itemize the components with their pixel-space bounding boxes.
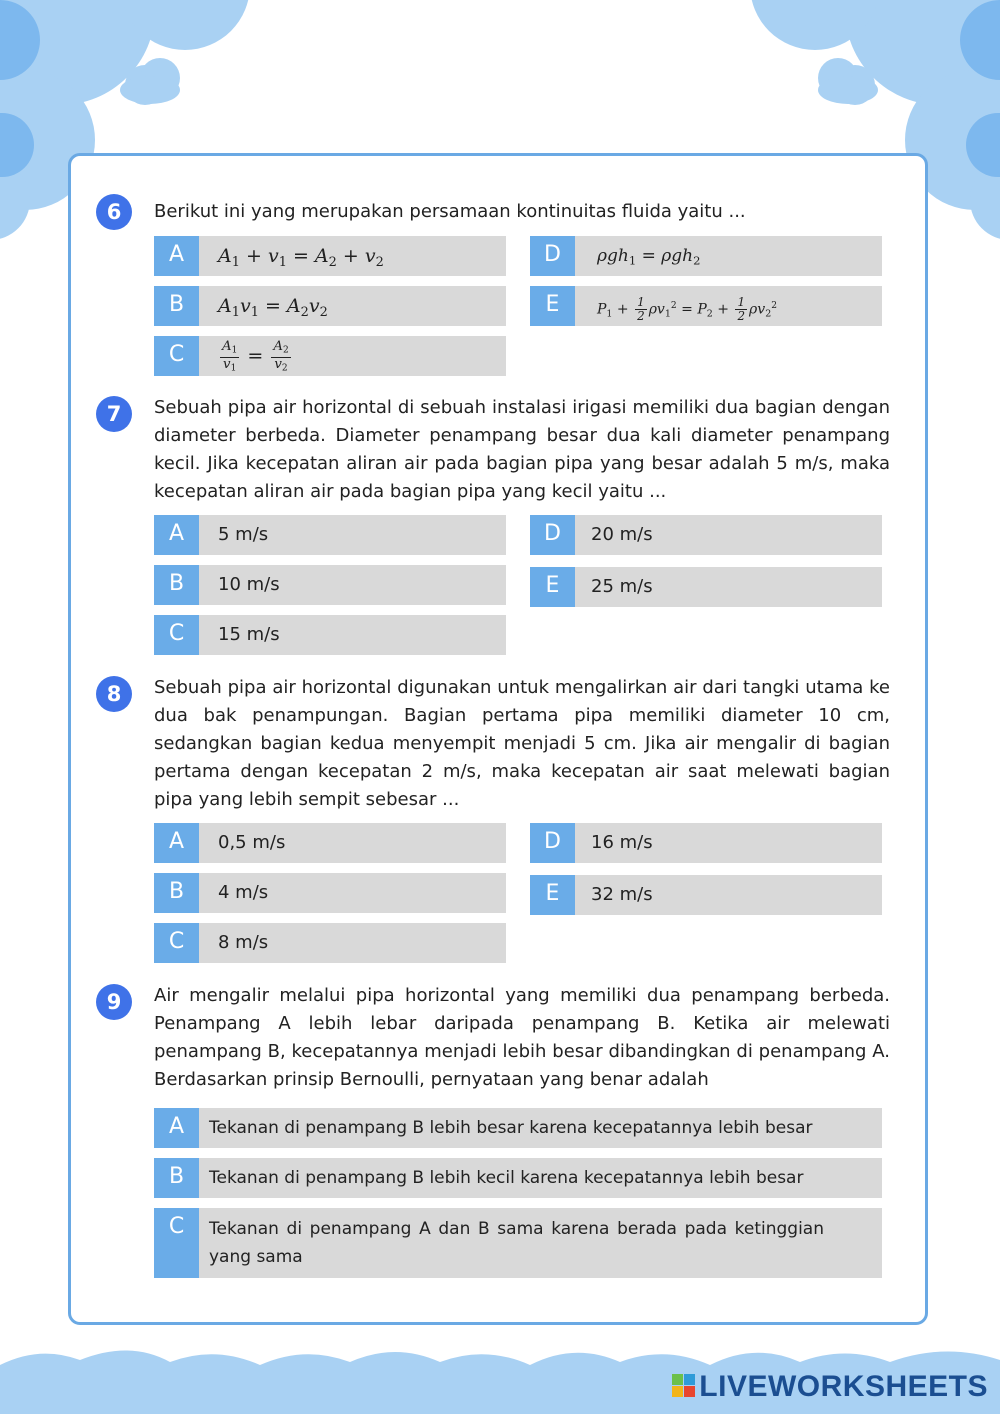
option-letter: A	[154, 1108, 199, 1148]
option-value: 4 m/s	[218, 882, 269, 903]
option-letter: C	[154, 923, 199, 963]
q7-option-d[interactable]	[530, 515, 882, 555]
option-value: 25 m/s	[591, 576, 653, 597]
question-7-text: Sebuah pipa air horizontal di sebuah instalasi irigasi memiliki dua bagian dengan diameter berbeda. Diameter penampang besar dua kali diameter penampang kecil. Jika kecepatan aliran air pada bagian pipa yang besar adalah 5 m/s, maka kecepatan aliran air pada bagian pipa yang kecil yaitu ...	[154, 397, 890, 502]
option-value: 15 m/s	[218, 624, 280, 645]
question-9-text: Air mengalir melalui pipa horizontal yang memiliki dua penampang berbeda. Penampang A lebih lebar daripada penampang B. Ketika air melewati penampang B, kecepatannya menjadi lebih besar dibandingkan di penampang A. Berdasarkan prinsip Bernoulli, pernyataan yang benar adalah	[154, 985, 890, 1090]
option-formula: $P_1$ + $\frac{1}{2}$ $\rho v_1^2 = P_2$ + $\frac{1}{2}$ $\rho v_2^2$	[597, 295, 778, 324]
question-number-7: 7	[96, 396, 132, 432]
option-value: 20 m/s	[591, 524, 653, 545]
question-number-6: 6	[96, 194, 132, 230]
option-letter: C	[154, 1208, 199, 1278]
q6-option-d[interactable]	[530, 236, 882, 276]
q8-option-b[interactable]	[154, 873, 506, 913]
q9-option-a[interactable]	[154, 1108, 882, 1148]
option-letter: A	[154, 515, 199, 555]
q6-option-b[interactable]	[154, 286, 506, 326]
liveworksheets-logo	[672, 1370, 988, 1404]
option-formula: $\frac{A_1}{v_1}$ = $\frac{A_2}{v_2}$	[222, 338, 289, 374]
q6-option-a[interactable]	[154, 236, 506, 276]
option-letter: A	[154, 823, 199, 863]
option-letter: C	[154, 336, 199, 376]
question-number-9: 9	[96, 984, 132, 1020]
option-value: Tekanan di penampang B lebih kecil karena kecepatannya lebih besar	[209, 1168, 804, 1188]
q8-option-d[interactable]	[530, 823, 882, 863]
option-value: 10 m/s	[218, 574, 280, 595]
option-letter: B	[154, 1158, 199, 1198]
option-letter: A	[154, 236, 199, 276]
option-formula: $A_1 + v_1 = A_2 + v_2$	[218, 245, 384, 270]
q7-option-e[interactable]	[530, 567, 882, 607]
question-6-text: Berikut ini yang merupakan persamaan kontinuitas fluida yaitu ...	[154, 201, 746, 222]
option-letter: E	[530, 567, 575, 607]
q8-option-e[interactable]	[530, 875, 882, 915]
option-value: 5 m/s	[218, 524, 269, 545]
option-value: 32 m/s	[591, 884, 653, 905]
q6-option-c[interactable]	[154, 336, 506, 376]
q6-option-e[interactable]	[530, 286, 882, 326]
option-value: 16 m/s	[591, 832, 653, 853]
option-letter: B	[154, 873, 199, 913]
brand-name: LIVEWORKSHEETS	[699, 1370, 988, 1403]
q9-option-b[interactable]	[154, 1158, 882, 1198]
q8-option-c[interactable]	[154, 923, 506, 963]
option-value: Tekanan di penampang B lebih besar karena kecepatannya lebih besar	[209, 1118, 813, 1138]
option-value: 0,5 m/s	[218, 832, 286, 853]
q9-option-c[interactable]	[154, 1208, 882, 1278]
live-logo-icon	[672, 1374, 696, 1398]
option-value: Tekanan di penampang A dan B sama karena berada pada ketinggian yang sama	[209, 1219, 824, 1267]
option-formula: ρgh$_1$ = ρgh$_2$	[597, 246, 701, 268]
option-letter: D	[530, 236, 575, 276]
q7-option-c[interactable]	[154, 615, 506, 655]
option-letter: B	[154, 286, 199, 326]
option-letter: E	[530, 286, 575, 326]
option-letter: D	[530, 823, 575, 863]
q8-option-a[interactable]	[154, 823, 506, 863]
option-letter: E	[530, 875, 575, 915]
question-number-8: 8	[96, 676, 132, 712]
q7-option-a[interactable]	[154, 515, 506, 555]
option-formula: $A_1v_1 = A_2v_2$	[218, 295, 328, 320]
option-letter: D	[530, 515, 575, 555]
q7-option-b[interactable]	[154, 565, 506, 605]
option-value: 8 m/s	[218, 932, 269, 953]
option-letter: B	[154, 565, 199, 605]
question-8-text: Sebuah pipa air horizontal digunakan untuk mengalirkan air dari tangki utama ke dua bak penampungan. Bagian pertama pipa memiliki diameter 10 cm, sedangkan bagian kedua menyempit menjadi 5 cm. Jika air mengalir di bagian pertama dengan kecepatan 2 m/s, maka kecepatan air saat melewati bagian pipa yang lebih sempit sebesar ...	[154, 677, 890, 810]
option-letter: C	[154, 615, 199, 655]
